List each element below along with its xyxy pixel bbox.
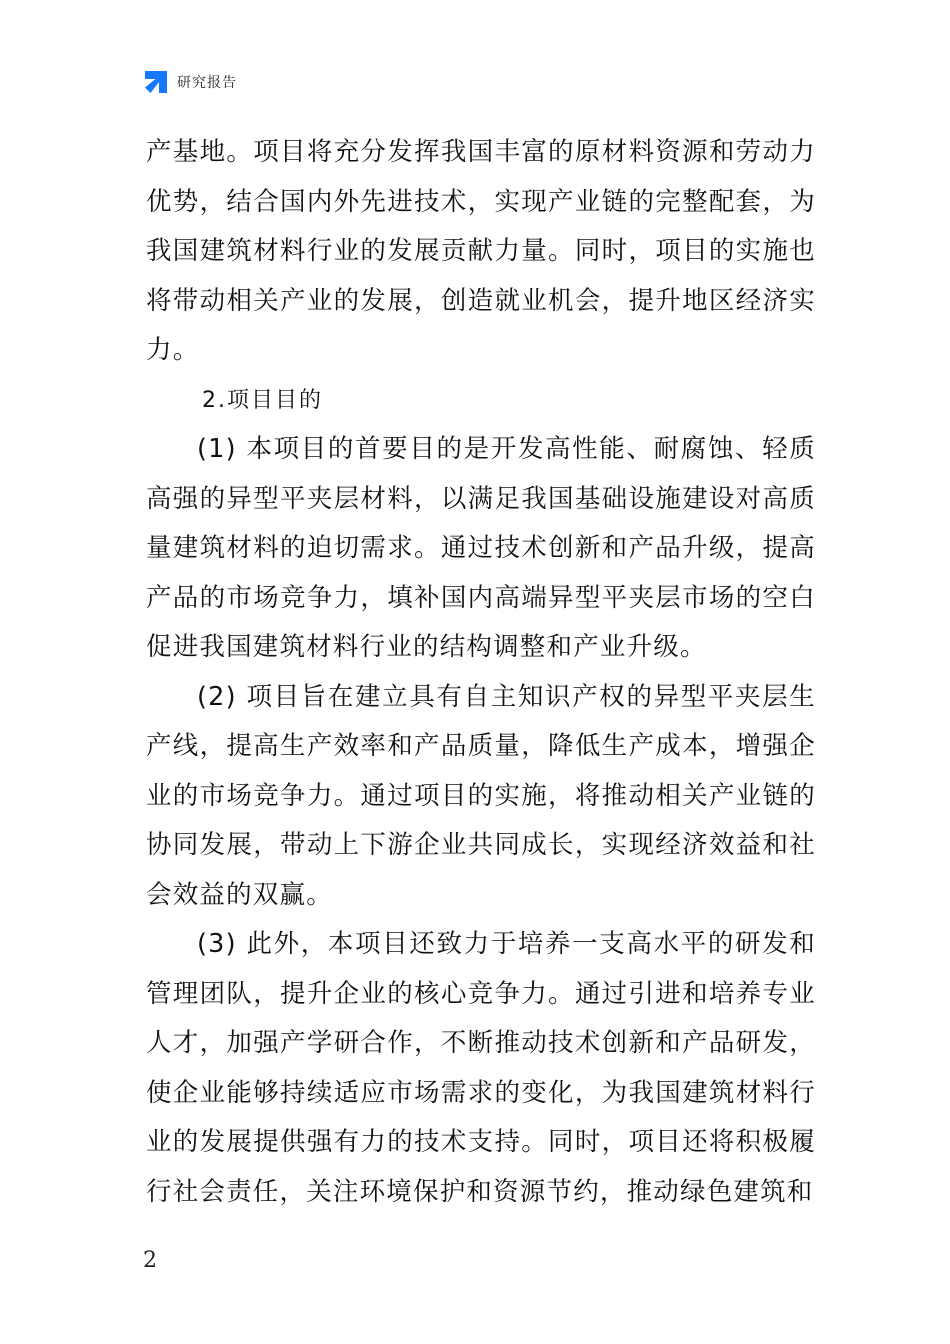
page-number: 2 — [143, 1248, 157, 1273]
arrow-up-right-logo-icon — [143, 69, 169, 95]
paragraph-continued: 产基地。项目将充分发挥我国丰富的原材料资源和劳动力优势，结合国内外先进技术，实现产业链的完整配套，为我国建筑材料行业的发展贡献力量。同时，项目的实施也将带动相关产业的发展，创造就业机会，提升地区经济实力。 — [146, 137, 816, 365]
document-body — [146, 128, 816, 1217]
paragraph-item-2: (2) 项目旨在建立具有自主知识产权的异型平夹层生产线，提高生产效率和产品质量，降低生产成本，增强企业的市场竞争力。通过项目的实施，将推动相关产业链的协同发展，带动上下游企业共同成长，实现经济效益和社会效益的双赢。 — [146, 681, 816, 910]
paragraph-item-3: (3) 此外，本项目还致力于培养一支高水平的研发和管理团队，提升企业的核心竞争力。通过引进和培养专业人才，加强产学研合作，不断推动技术创新和产品研发，使企业能够持续适应市场需求的变化，为我国建筑材料行业的发展提供强有力的技术支持。同时，项目还将积极履行社会责任，关注环境保护和资源节约，推动绿色建筑和 — [146, 929, 816, 1207]
section-heading: 2.项目目的 — [202, 387, 323, 413]
paragraph-item-1: (1) 本项目的首要目的是开发高性能、耐腐蚀、轻质高强的异型平夹层材料，以满足我国基础设施建设对高质量建筑材料的迫切需求。通过技术创新和产品升级，提高产品的市场竞争力，填补国内高端异型平夹层市场的空白促进我国建筑材料行业的结构调整和产业升级。 — [146, 434, 816, 662]
report-header — [143, 68, 237, 96]
header-title: 研究报告 — [177, 75, 237, 91]
